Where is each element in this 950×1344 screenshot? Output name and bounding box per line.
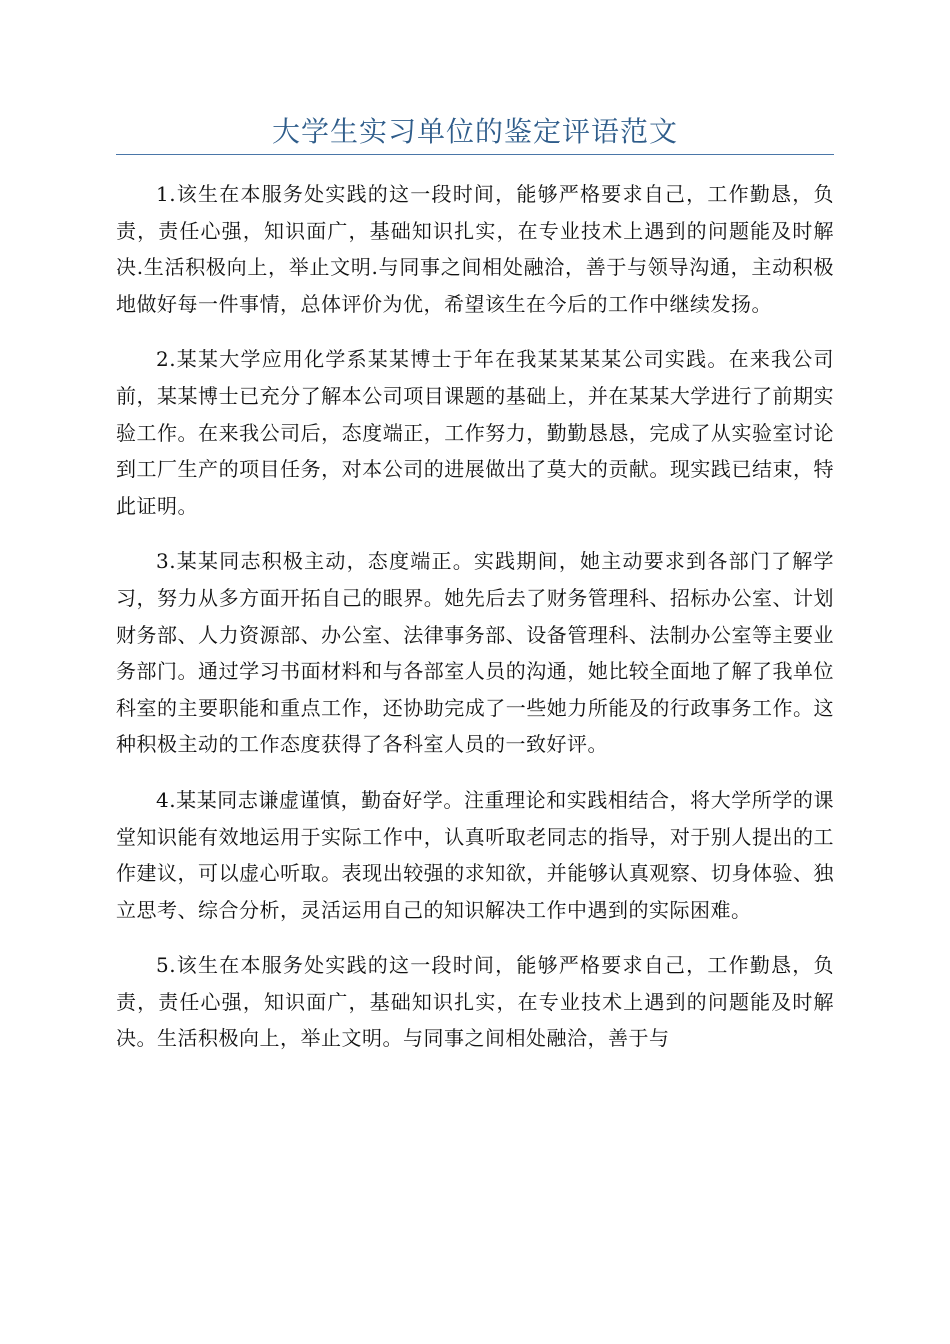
paragraph-3: 3.某某同志积极主动，态度端正。实践期间，她主动要求到各部门了解学习，努力从多方面开拓自己的眼界。她先后去了财务管理科、招标办公室、计划财务部、人力资源部、办公室、法律事务部、设备管理科、法制办公室等主要业务部门。通过学习书面材料和与各部室人员的沟通，她比较全面地了解了我单位科室的主要职能和重点工作，还协助完成了一些她力所能及的行政事务工作。这种积极主动的工作态度获得了各科室人员的一致好评。 — [116, 549, 834, 757]
document-body — [116, 176, 834, 1076]
paragraph-5: 5.该生在本服务处实践的这一段时间，能够严格要求自己，工作勤恳，负责，责任心强，知识面广，基础知识扎实，在专业技术上遇到的问题能及时解决。生活积极向上，举止文明。与同事之间相处融洽，善于与 — [116, 953, 834, 1051]
title-underline — [116, 154, 834, 155]
paragraph-2: 2.某某大学应用化学系某某博士于年在我某某某某公司实践。在来我公司前，某某博士已充分了解本公司项目课题的基础上，并在某某大学进行了前期实验工作。在来我公司后，态度端正，工作努力，勤勤恳恳，完成了从实验室讨论到工厂生产的项目任务，对本公司的进展做出了莫大的贡献。现实践已结束，特此证明。 — [116, 347, 834, 518]
document-title: 大学生实习单位的鉴定评语范文 — [271, 115, 678, 148]
paragraph-1: 1.该生在本服务处实践的这一段时间，能够严格要求自己，工作勤恳，负责，责任心强，知识面广，基础知识扎实，在专业技术上遇到的问题能及时解决.生活积极向上，举止文明.与同事之间相处融洽，善于与领导沟通，主动积极地做好每一件事情，总体评价为优，希望该生在今后的工作中继续发扬。 — [116, 182, 834, 316]
paragraph-4: 4.某某同志谦虚谨慎，勤奋好学。注重理论和实践相结合，将大学所学的课堂知识能有效地运用于实际工作中，认真听取老同志的指导，对于别人提出的工作建议，可以虚心听取。表现出较强的求知欲，并能够认真观察、切身体验、独立思考、综合分析，灵活运用自己的知识解决工作中遇到的实际困难。 — [116, 787, 834, 922]
